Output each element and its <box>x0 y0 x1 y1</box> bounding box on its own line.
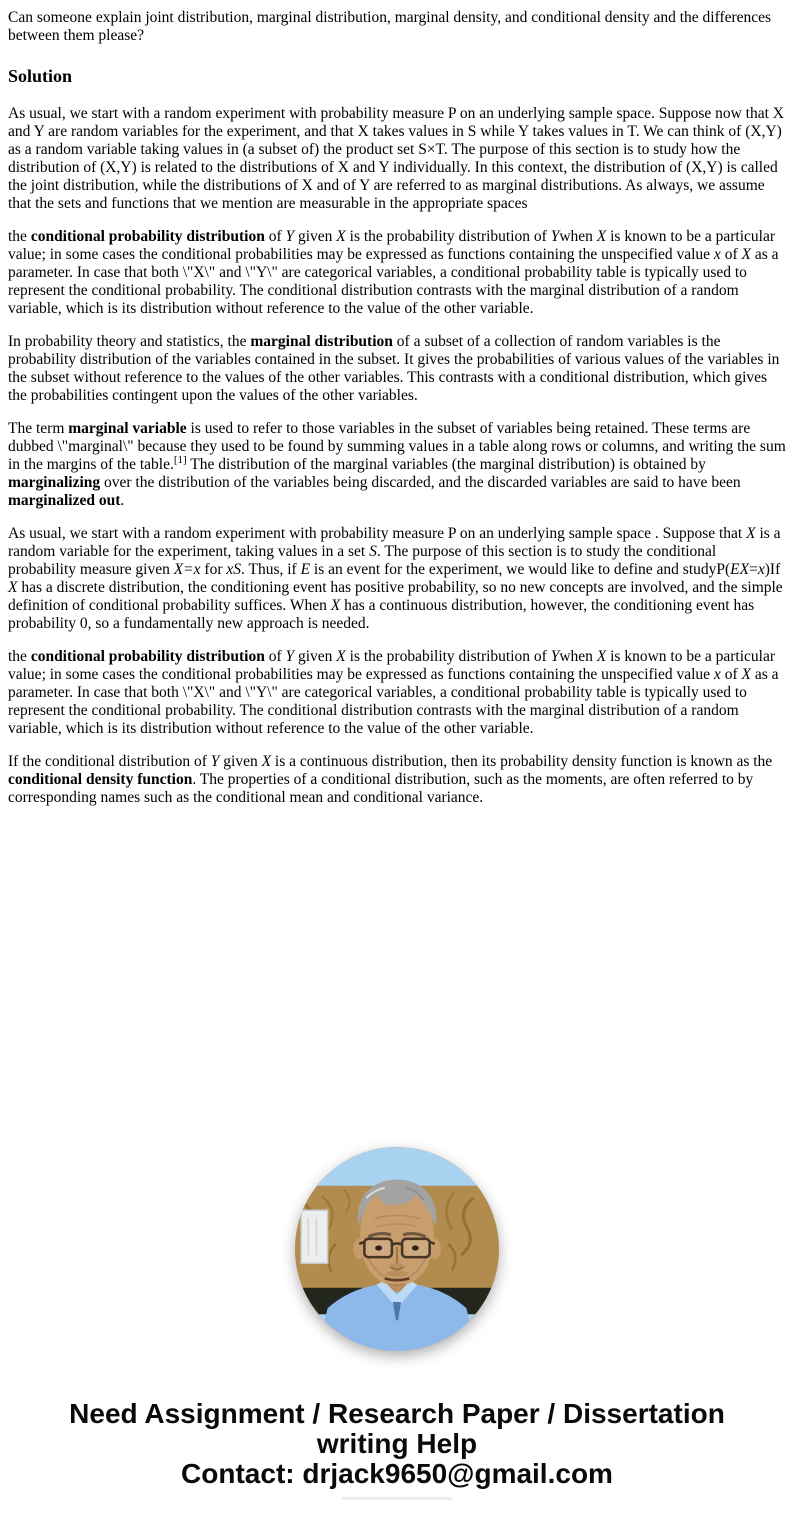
solution-paragraph-1: As usual, we start with a random experiment with probability measure P on an underlying sample space. Suppose now that X and Y are random variables for the experiment, and that X takes values in S while Y takes values in T. We can think of (X,Y) as a random variable taking values in (a subset of) the product set S×T. The purpose of this section is to study how the distribution of (X,Y) is related to the distributions of X and Y individually. In this context, the distribution of (X,Y) is called the joint distribution, while the distributions of X and of Y are referred to as marginal distributions. As always, we assume that the sets and functions that we mention are measurable in the appropriate spaces <box>8 105 784 212</box>
solution-paragraph-3: In probability theory and statistics, the marginal distribution of a subset of a collection of random variables is the probability distribution of the variables contained in the subset. It gives the probabilities of various values of the variables in the subset without reference to the values of the other variables. This contrasts with a conditional distribution, which gives the probabilities contingent upon the values of the other variables. <box>8 333 780 404</box>
solution-paragraph-4: The term marginal variable is used to refer to those variables in the subset of variables being retained. These terms are dubbed \"marginal\" because they used to be found by summing values in a table along rows or columns, and writing the sum in the margins of the table.[1] The distribution of the marginal variables (the marginal distribution) is obtained by marginalizing over the distribution of the variables being discarded, and the discarded variables are said to have been marginalized out. <box>8 420 786 509</box>
solution-paragraph-2: the conditional probability distribution of Y given X is the probability distribution of Ywhen X is known to be a particular value; in some cases the conditional probabilities may be expressed as functions containing the unspecified value x of X as a parameter. In case that both \"X\" and \"Y\" are categorical variables, a conditional probability table is typically used to represent the conditional probability. The conditional distribution contrasts with the marginal distribution of a random variable, which is its distribution without reference to the value of the other variable. <box>8 228 779 317</box>
tutor-avatar <box>295 1147 499 1351</box>
solution-paragraph-5: As usual, we start with a random experiment with probability measure P on an underlying sample space . Suppose that X is a random variable for the experiment, taking values in a set S. The purpose of this section is to study the conditional probability measure given X=x for xS. Thus, if E is an event for the experiment, we would like to define and studyP(EX=x)If X has a discrete distribution, the conditioning event has positive probability, so no new concepts are involved, and the simple definition of conditional probability suffices. When X has a continuous distribution, however, the conditioning event has probability 0, so a fundamentally new approach is needed. <box>8 525 783 632</box>
text-column <box>0 9 794 807</box>
solution-heading: Solution <box>8 66 73 86</box>
solution-paragraph-7: If the conditional distribution of Y given X is a continuous distribution, then its probability density function is known as the conditional density function. The properties of a conditional distribution, such as the moments, are often referred to by corresponding names such as the conditional mean and conditional variance. <box>8 753 773 806</box>
avatar-section <box>0 1147 794 1351</box>
footer-heading-line2: writing Help <box>316 1428 478 1459</box>
footer-banner <box>0 1399 794 1489</box>
footer-underline-artifact <box>342 1497 452 1500</box>
footer-heading-line1: Need Assignment / Research Paper / Dissertation <box>69 1398 725 1429</box>
person-photo-icon <box>295 1147 499 1351</box>
document-page <box>0 9 794 1532</box>
footer-contact-email: Contact: drjack9650@gmail.com <box>181 1458 613 1489</box>
wall-switch-plate <box>301 1210 328 1263</box>
solution-paragraph-6: the conditional probability distribution of Y given X is the probability distribution of Ywhen X is known to be a particular value; in some cases the conditional probabilities may be expressed as functions containing the unspecified value x of X as a parameter. In case that both \"X\" and \"Y\" are categorical variables, a conditional probability table is typically used to represent the conditional probability. The conditional distribution contrasts with the marginal distribution of a random variable, which is its distribution without reference to the value of the other variable. <box>8 648 779 737</box>
question-text: Can someone explain joint distribution, marginal distribution, marginal density, and conditional density and the differences between them please? <box>8 9 772 44</box>
